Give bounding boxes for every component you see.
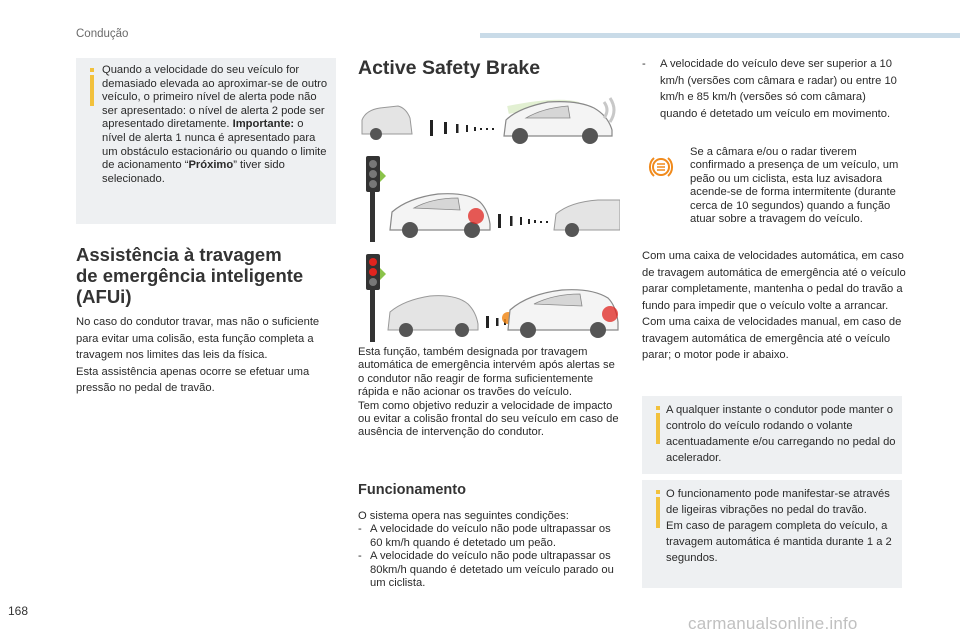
condition-bullet: - A velocidade do veículo não pode ultrapassar os 60 km/h quando é detetado um peão. — [358, 523, 611, 549]
note-text-left: Quando a velocidade do seu veículo for demasiado elevada ao aproximar-se de outro veículo, o primeiro nível de alerta pode não ser apresentado: o nível de alerta 2 pode ser apresentado diretamente. Importante: o nível de alerta 1 nunca é apresentado para um obstáculo estacionário ou quando o limite de acionamento “Próximo” tiver sido selecionado. — [102, 64, 328, 185]
brake-warning-light-icon — [646, 152, 676, 182]
info-icon — [88, 68, 96, 106]
car-behind-3 — [388, 296, 478, 337]
own-car-stopped — [508, 290, 618, 338]
info-icon — [654, 490, 662, 528]
condition-bullet: - A velocidade do veículo não pode ultrapassar os 80km/h quando é detetado um veículo parado ou um ciclista. — [358, 550, 614, 590]
own-car-braking — [390, 194, 490, 238]
watermark: carmanualsonline.info — [688, 614, 858, 633]
illustration-approach — [358, 90, 620, 146]
warning-light-panel-red — [366, 254, 386, 342]
condition-bullet: - A velocidade do veículo deve ser superior a 10 km/h (versões com câmara e radar) ou entre 10 km/h e 85 km/h (versões só com câmara) quando é detetado um veículo em movimento. — [642, 58, 897, 120]
proximo-label: Próximo — [188, 159, 234, 172]
important-label: Importante: — [232, 118, 295, 131]
signal-bars — [430, 120, 494, 136]
illustration-warning — [358, 152, 620, 242]
warning-light-panel — [366, 156, 386, 242]
funcionamento-title: Funcionamento — [358, 482, 466, 498]
gearbox-paragraphs: Com uma caixa de velocidades automática, em caso de travagem automática de emergência até o veículo parar completamente, mantenha o pedal do travão a fundo para impedir que o veículo volte a arrancar. Com uma caixa de velocidades manual, em caso de travagem automática de emergência até o veículo parar; o motor pode ir abaixo. — [642, 250, 906, 361]
asb-title: Active Safety Brake — [358, 57, 541, 79]
car-ahead-2 — [554, 200, 620, 237]
info-icon — [654, 406, 662, 444]
note-box-left — [76, 58, 336, 224]
note-text-steering: A qualquer instante o condutor pode manter o controlo do veículo rodando o volante acentuadamente e/ou carregando no pedal do acelerador. — [666, 404, 896, 464]
note-text-vibration: O funcionamento pode manifestar-se através de ligeiras vibrações no pedal do travão. Em caso de paragem completa do veículo, a travagem automática é mantida durante 1 a 2 segundos. — [666, 488, 892, 564]
asb-intro: Esta função, também designada por travagem automática de emergência intervém após alertas se o condutor não reagir de forma suficientemente rápida e não acionar os travões do veículo. Tem como objetivo reduzir a velocidade de impacto ou evitar a colisão frontal do seu veículo em caso de ausência de intervenção do condutor. — [358, 346, 619, 439]
note-box-steering — [642, 396, 902, 474]
afu-body: No caso do condutor travar, mas não o suficiente para evitar uma colisão, esta função completa a travagem nos limites das leis da física. Esta assistência apenas ocorre se efetuar uma pressão no pedal de travão. — [76, 316, 320, 394]
camera-paragraph: Se a câmara e/ou o radar tiverem confirmado a presença de um veículo, um peão ou um ciclista, esta luz avisadora acende-se de forma intermitente (durante cerca de 10 segundos) quando a função atuar sobre a travagem do veículo. — [690, 146, 899, 226]
header-bar — [480, 33, 960, 38]
illustration-auto-brake — [358, 250, 620, 342]
afu-title: Assistência à travagem de emergência inteligente (AFUi) — [76, 244, 304, 307]
speed-condition — [642, 56, 904, 122]
signal-bars-2 — [498, 214, 548, 228]
note-box-vibration — [642, 480, 902, 588]
section-title: Condução — [76, 28, 129, 40]
page-number: 168 — [8, 604, 29, 618]
funcionamento-body: O sistema opera nas seguintes condições: - A velocidade do veículo não pode ultrapassar os 60 km/h quando é detetado um peão. - A velocidade do veículo não pode ultrapassar os 80km/h quando é detetado um veículo parado ou um ciclista. — [358, 510, 622, 590]
car-ahead — [362, 106, 412, 140]
